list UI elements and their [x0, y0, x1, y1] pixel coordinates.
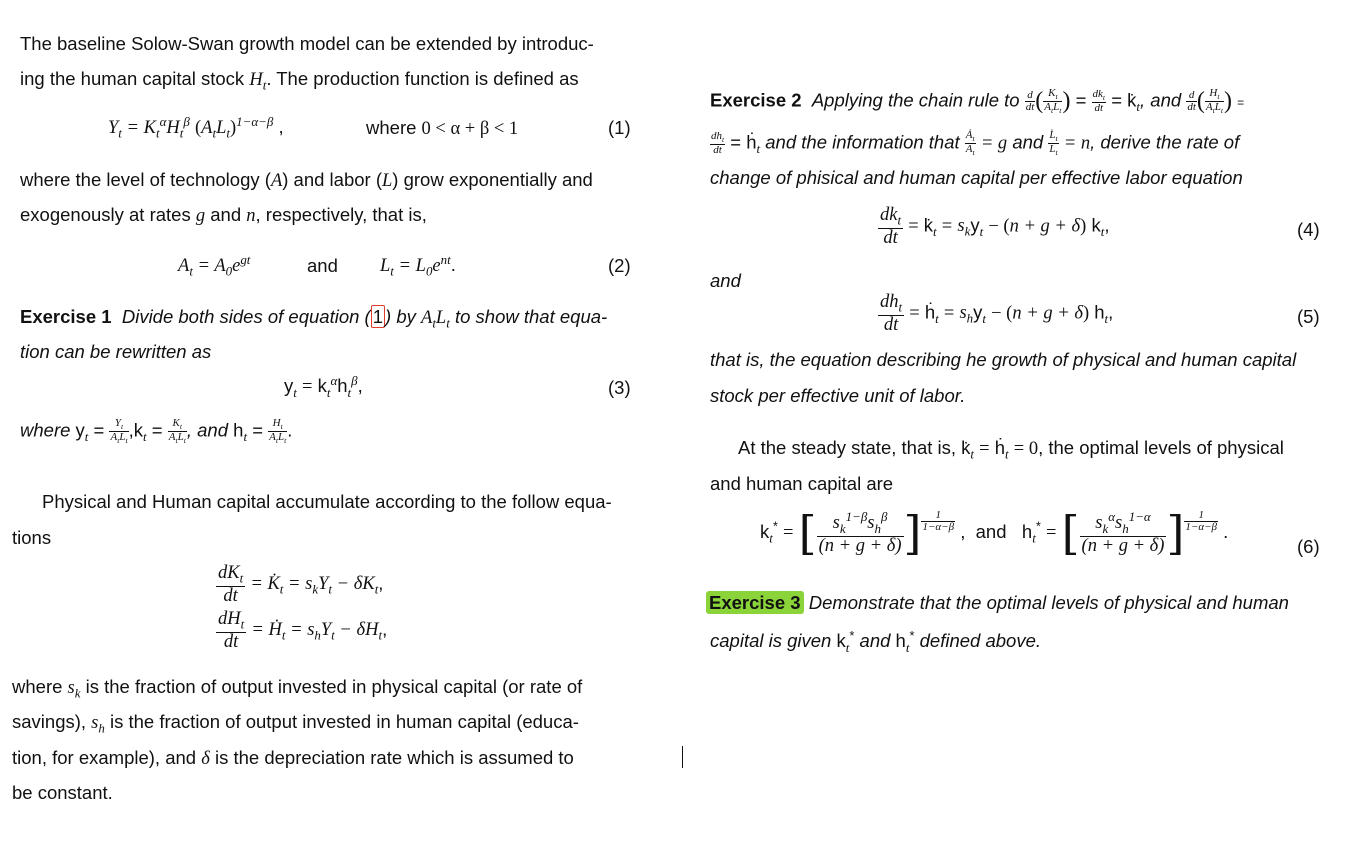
physical-human-line-2: tions [12, 527, 52, 548]
equation-capital-H: $\frac{dH_t}{dt}$ = Ḣ$_t$ = $s_hY_t - \delta H_t$, [218, 609, 388, 652]
equation-2-and: and [307, 255, 338, 276]
that-is-line-2: stock per effective unit of labor. [710, 385, 966, 406]
exercise-2-line-1: Exercise 2 Applying the chain rule to $\frac{d}{dt}$ ( $\frac{K_t}{A_tL_t}$ ) = $\frac{dk_t}{dt}$ = $k̇_t$, and $\frac{d}{dt}$ ( $\frac{H_t}{A_tL_t}$ ) = [710, 87, 1245, 116]
equation-2: $A_t = A_0e^{gt}$ [178, 252, 251, 279]
equation-1-condition: where 0 < α + β < 1 [366, 117, 519, 139]
equation-capital-K: $\frac{dK_t}{dt}$ = $K̇_t = s_kY_t - \delta K_t$, [218, 563, 384, 606]
equation-4-number: (4) [1297, 219, 1320, 240]
that-is-line-1: that is, the equation describing he growth of physical and human capital [710, 349, 1297, 370]
equation-5-number: (5) [1297, 306, 1320, 327]
equation-2-labor: $L_t = L_0e^{nt}$. [380, 252, 456, 279]
exercise-2-line-3: change of phisical and human capital per effective labor equation [710, 167, 1243, 188]
savings-line-3: tion, for example), and δ is the depreciation rate which is assumed to [12, 747, 574, 769]
equation-3-number: (3) [608, 377, 631, 398]
exercise-1-line-2: tion can be rewritten as [20, 341, 212, 362]
steady-state-line-2: and human capital are [710, 473, 894, 494]
definitions-line: where $y_t$ = $\frac{Y_t}{A_tL_t}$ $,k_t$ = $\frac{K_t}{A_tL_t}$ , and $h_t$ = $\frac{H_t}{A_tL_t}$ . [20, 417, 293, 446]
equation-4: $\frac{dk_t}{dt}$ = $k̇_t = s_ky_t - (n + g + \delta)$ $k_t$, [880, 205, 1110, 248]
technology-line-2: exogenously at rates g and n, respectively, that is, [20, 204, 427, 226]
and-word: and [710, 270, 741, 291]
exercise-3-line-1: Exercise 3 Demonstrate that the optimal levels of physical and human [706, 592, 1289, 614]
exercise-1-line-1: Exercise 1 Divide both sides of equation ( 1 ) by $A_tL_t$ to show that equa- [20, 306, 608, 331]
savings-line-2: savings), $s_h$ is the fraction of output invested in human capital (educa- [12, 711, 579, 736]
equation-1-reference-link[interactable]: 1 [372, 306, 384, 327]
intro-line-1: The baseline Solow-Swan growth model can be extended by introduc- [20, 33, 594, 54]
savings-line-1: where $s_k$ is the fraction of output invested in physical capital (or rate of [12, 676, 583, 701]
intro-line-2: ing the human capital stock $H_t$. The production function is defined as [20, 68, 579, 93]
equation-6: $k_t^*$ = [ $\frac{s_k^{1-\beta}s_h^\beta}{(n + g + \delta)}$ ] $^{\frac{1}{1-\alpha-\beta}}$ , and $h_t^*$ = [ $\frac{s_k^\alpha s_h^{1-\alpha}}{(n + g + \delta)}$ ] $^{\frac{1}{1-\alpha-\beta}}$ . [760, 506, 1229, 560]
exercise-3-highlight[interactable]: Exercise 3 [706, 591, 804, 614]
equation-1-number: (1) [608, 117, 631, 138]
equation-5: $\frac{dh_t}{dt}$ = ḣ$_t$ = $s_hy_t - (n + g + \delta)$ $h_t$, [880, 292, 1114, 335]
exercise-2-line-2: $\frac{dh_t}{dt}$ = ḣ$_t$ and the information that $\frac{Ȧ_t}{A_t}$ = g and $\frac{L̇_t}{L_t}$ = n, derive the rate of [711, 129, 1240, 158]
physical-human-line-1: Physical and Human capital accumulate according to the follow equa- [42, 491, 612, 512]
equation-1: $Y_t = K_t^\alpha H_t^\beta$ $(A_tL_t)^{1-\alpha-\beta}$ , [108, 114, 284, 141]
exercise-3-line-2: capital is given $k_t^*$ and $h_t^*$ defined above. [710, 628, 1042, 655]
text-cursor [682, 746, 683, 768]
equation-6-number: (6) [1297, 536, 1320, 557]
equation-3: $y_t = k_t^\alpha h_t^\beta$, [284, 373, 363, 400]
steady-state-line-1: At the steady state, that is, $k̇_t$ = ḣ$_t$ = 0, the optimal levels of physical [738, 437, 1284, 462]
savings-line-4: be constant. [12, 782, 113, 803]
technology-line-1: where the level of technology (A) and labor (L) grow exponentially and [20, 169, 593, 191]
equation-2-number: (2) [608, 255, 631, 276]
